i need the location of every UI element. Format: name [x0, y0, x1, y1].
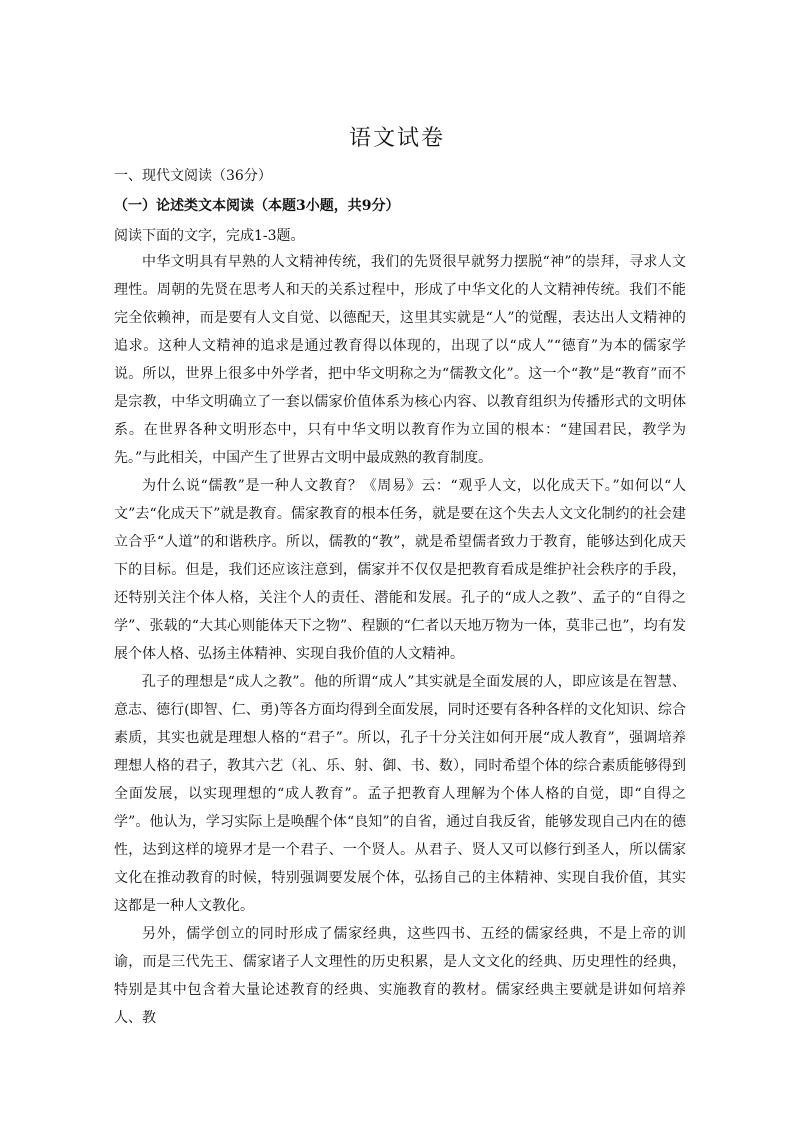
page-title: 语文试卷: [348, 126, 445, 151]
reading-instruction: 阅读下面的文字，完成1-3题。: [114, 228, 305, 244]
passage-paragraph-2: 为什么说“儒教”是一种人文教育？《周易》云：“观乎人文，以化成天下。”如何以“人文”去“化成天下”就是教育。儒家教育的根本任务，就是要在这个失去人文文化制约的社会建立合乎“人道”的和谐秩序。所以，儒教的“教”，就是希望儒者致力于教育，能够达到化成天下的目标。但是，我们还应该注意到，儒家并不仅仅是把教育看成是维护社会秩序的手段，还特别关注个体人格，关注个人的责任、潜能和发展。孔子的“成人之教”、孟子的“自得之学”、张载的“大其心则能体天下之物”、程颢的“仁者以天地万物为一体，莫非己也”，均有发展个体人格、弘扬主体精神、实现自我价值的人文精神。: [114, 478, 686, 662]
subsection-heading: （一）论述类文本阅读（本题3小题，共9分）: [114, 198, 400, 214]
passage-paragraph-3: 孔子的理想是“成人之教”。他的所谓“成人”其实就是全面发展的人，即应该是在智慧、意志、德行(即智、仁、勇)等各方面均得到全面发展，同时还要有各种各样的文化知识、综合素质，其实也就是理想人格的“君子”。所以，孔子十分关注如何开展“成人教育”，强调培养理想人格的君子，教其六艺（礼、乐、射、御、书、数），同时希望个体的综合素质能够得到全面发展，以实现理想的“成人教育”。孟子把教育人理解为个体人格的自觉，即“自得之学”。他认为，学习实际上是唤醒个体“良知”的自省，通过自我反省，能够发现自己内在的德性，达到这样的境界才是一个君子、一个贤人。从君子、贤人又可以修行到圣人，所以儒家文化在推动教育的时候，特别强调要发展个体，弘扬自己的主体精神、实现自我价值，其实这都是一种人文教化。: [114, 674, 686, 914]
passage-paragraph-4: 另外，儒学创立的同时形成了儒家经典，这些四书、五经的儒家经典，不是上帝的训谕，而是三代先王、儒家诸子人文理性的历史积累，是人文文化的经典、历史理性的经典，特别是其中包含着大量论述教育的经典、实施教育的教材。儒家经典主要就是讲如何培养人、教: [114, 926, 686, 1026]
passage-paragraph-1: 中华文明具有早熟的人文精神传统，我们的先贤很早就努力摆脱“神”的崇拜，寻求人文理性。周朝的先贤在思考人和天的关系过程中，形成了中华文化的人文精神传统。我们不能完全依赖神，而是要有人文自觉、以德配天，这里其实就是“人”的觉醒，表达出人文精神的追求。这种人文精神的追求是通过教育得以体现的，出现了以“成人”“德育”为本的儒家学说。所以，世界上很多中外学者，把中华文明称之为“儒教文化”。这一个“教”是“教育”而不是宗教，中华文明确立了一套以儒家价值体系为核心内容、以教育组织为传播形式的文明体系。在世界各种文明形态中，只有中华文明以教育作为立国的根本：“建国君民，教学为先。”与此相关，中国产生了世界古文明中最成熟的教育制度。: [114, 254, 686, 466]
reading-passage: [114, 248, 686, 1032]
section-heading: 一、现代文阅读（36分）: [114, 168, 272, 184]
